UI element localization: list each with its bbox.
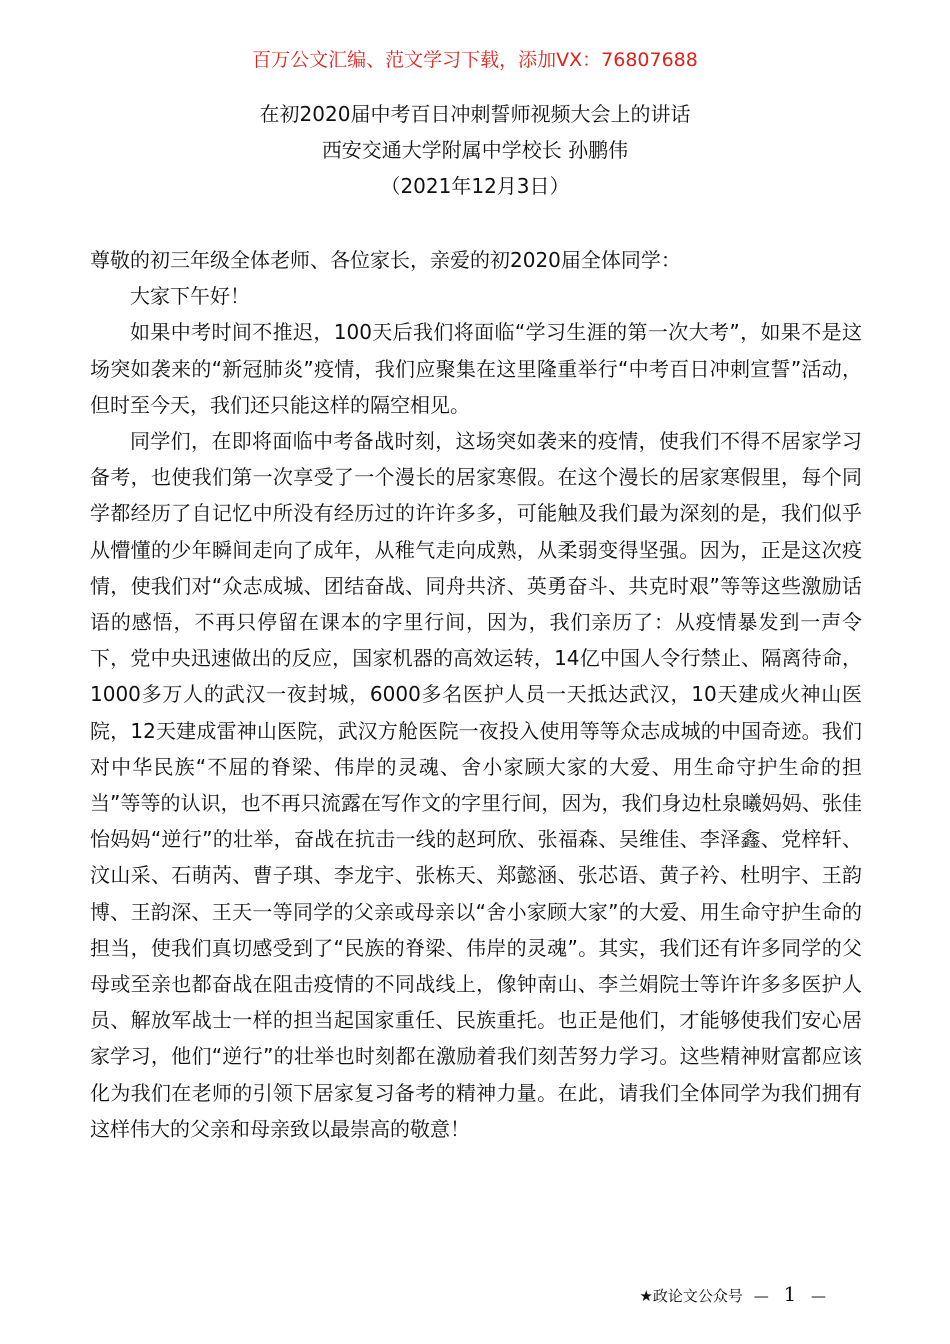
title-block [0,96,950,204]
page-footer [639,1282,832,1308]
speech-title: 在初2020届中考百日冲刺誓师视频大会上的讲话 [259,102,691,126]
page-number: 1 [783,1282,797,1306]
footer-dash-right: — [811,1287,826,1305]
speech-date: （2021年12月3日） [380,174,570,198]
paragraph-2: 同学们，在即将面临中考备战时刻，这场突如袭来的疫情，使我们不得不居家学习备考，也使我们第一次享受了一个漫长的居家寒假。在这个漫长的居家寒假里，每个同学都经历了自记忆中所没有经历过的许许多多，可能触及我们最为深刻的是，我们似乎从懵懂的少年瞬间走向了成年，从稚气走向成熟，从柔弱变得坚强。因为，正是这次疫情，使我们对“众志成城、团结奋战、同舟共济、英勇奋斗、共克时艰”等等这些激励话语的感悟，不再只停留在课本的字里行间，因为，我们亲历了：从疫情暴发到一声令下，党中央迅速做出的反应，国家机器的高效运转，14亿中国人令行禁止、隔离待命，1000多万人的武汉一夜封城，6000多名医护人员一天抵达武汉，10天建成火神山医院，12天建成雷神山医院，武汉方舱医院一夜投入使用等等众志成城的中国奇迹。我们对中华民族“不屈的脊梁、伟岸的灵魂、舍小家顾大家的大爱、用生命守护生命的担当”等等的认识，也不再只流露在写作文的字里行间，因为，我们身边杜泉曦妈妈、张佳怡妈妈“逆行”的壮举，奋战在抗击一线的赵珂欣、张福森、吴维佳、李泽鑫、党梓轩、汶山采、石萌芮、曹子琪、李龙宇、张栋天、郑懿涵、张芯语、黄子衿、杜明宇、王韵博、王韵深、王天一等同学的父亲或母亲以“舍小家顾大家”的大爱、用生命守护生命的担当，使我们真切感受到了“民族的脊梁、伟岸的灵魂”。其实，我们还有许多同学的父母或至亲也都奋战在阻击疫情的不同战线上，像钟南山、李兰娟院士等许许多多医护人员、解放军战士一样的担当起国家重任、民族重托。也正是他们，才能够使我们安心居家学习，他们“逆行”的壮举也时刻都在激励着我们刻苦努力学习。这些精神财富都应该化为我们在老师的引领下居家复习备考的精神力量。在此，请我们全体同学为我们拥有这样伟大的父亲和母亲致以最崇高的敬意！ [90,429,862,1141]
salutation: 尊敬的初三年级全体老师、各位家长，亲爱的初2020届全体同学： [90,248,681,272]
paragraph-1: 如果中考时间不推迟，100天后我们将面临“学习生涯的第一次大考”，如果不是这场突如袭来的“新冠肺炎”疫情，我们应聚集在这里隆重举行“中考百日冲刺宣誓”活动，但时至今天，我们还只能这样的隔空相见。 [90,320,862,417]
speaker-line: 西安交通大学附属中学校长 孙鹏伟 [321,138,629,162]
promo-banner: 百万公文汇编、范文学习下载，添加VX：76807688 [252,49,698,71]
footer-source: ★政论文公众号 [639,1287,743,1305]
greeting: 大家下午好！ [130,284,250,309]
speech-body [90,242,862,1147]
footer-dash-left: — [753,1287,769,1305]
